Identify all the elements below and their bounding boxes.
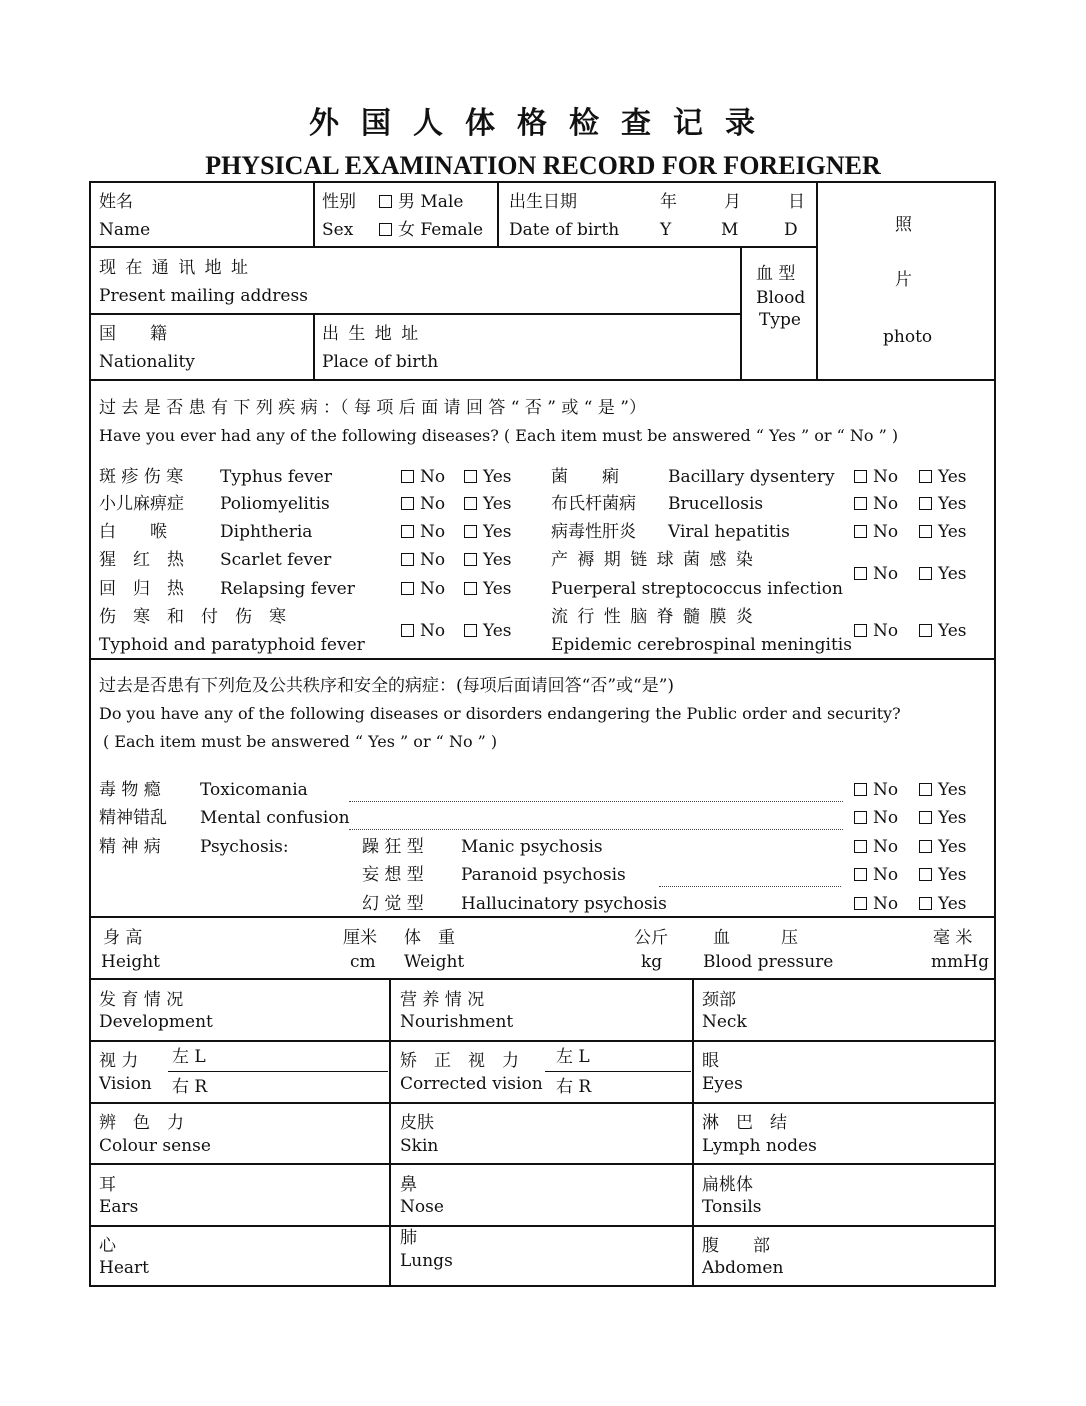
- dob-year-zh: 年: [660, 192, 677, 212]
- disease-right-0-zh: 菌 痢: [551, 467, 619, 487]
- page-title-english: PHYSICAL EXAMINATION RECORD FOR FOREIGNER: [205, 151, 881, 180]
- toxicomania-fill-line[interactable]: [349, 801, 843, 802]
- sex-label-zh: 性别: [322, 192, 356, 212]
- abdomen-label-zh: 腹 部: [702, 1236, 770, 1256]
- checkbox-icon[interactable]: [464, 525, 477, 538]
- nationality-label-zh: 国 籍: [99, 324, 167, 344]
- checkbox-icon[interactable]: [919, 624, 932, 637]
- no-label: No: [420, 494, 446, 514]
- height-unit-en: cm: [350, 952, 376, 972]
- yes-label: Yes: [938, 522, 967, 542]
- corrected-right-label: 右 R: [556, 1077, 592, 1097]
- dob-month-en: M: [721, 220, 739, 240]
- no-label: No: [420, 467, 446, 487]
- colour-sense-label-en: Colour sense: [99, 1136, 211, 1156]
- no-label: No: [873, 522, 899, 542]
- checkbox-icon[interactable]: [854, 868, 867, 881]
- no-label: No: [873, 467, 899, 487]
- checkbox-icon[interactable]: [854, 811, 867, 824]
- dob-day-en: D: [784, 220, 798, 240]
- no-checkbox[interactable]: [854, 621, 898, 641]
- disorders-question-zh: 过去是否患有下列危及公共秩序和安全的病症：(每项后面请回答“否”或“是”): [99, 676, 675, 696]
- weight-label-en: Weight: [404, 952, 465, 972]
- colour-sense-label-zh: 辨 色 力: [99, 1113, 184, 1133]
- no-checkbox[interactable]: [854, 865, 898, 885]
- vision-right-label: 右 R: [172, 1077, 208, 1097]
- yes-label: Yes: [938, 494, 967, 514]
- lungs-label-zh: 肺: [400, 1228, 417, 1248]
- no-label: No: [420, 579, 446, 599]
- checkbox-icon[interactable]: [854, 897, 867, 910]
- disease-left-5-en: Typhoid and paratyphoid fever: [99, 635, 365, 655]
- no-checkbox[interactable]: [854, 522, 898, 542]
- disease-right-2-en: Viral hepatitis: [668, 522, 790, 542]
- checkbox-icon[interactable]: [464, 582, 477, 595]
- checkbox-icon[interactable]: [919, 897, 932, 910]
- checkbox-icon[interactable]: [854, 783, 867, 796]
- no-checkbox[interactable]: [854, 467, 898, 487]
- yes-label: Yes: [483, 550, 512, 570]
- sex-label-en: Sex: [322, 220, 354, 240]
- disease-left-1-en: Poliomyelitis: [220, 494, 330, 514]
- checkbox-icon[interactable]: [854, 525, 867, 538]
- paranoid-label-zh: 妄 想 型: [362, 865, 424, 885]
- checkbox-icon[interactable]: [919, 868, 932, 881]
- checkbox-icon[interactable]: [919, 525, 932, 538]
- photo-label-1: 照: [895, 215, 912, 235]
- yes-checkbox[interactable]: [919, 808, 967, 828]
- yes-label: Yes: [483, 467, 512, 487]
- mental-confusion-label-zh: 精神错乱: [99, 808, 167, 828]
- photo-label-2: 片: [895, 270, 912, 290]
- yes-checkbox[interactable]: [919, 780, 967, 800]
- page-title-chinese: 外国人体格检查记录: [309, 106, 777, 141]
- disease-left-2-en: Diphtheria: [220, 522, 313, 542]
- past-diseases-question-zh: 过 去 是 否 患 有 下 列 疾 病 ：（ 每 项 后 面 请 回 答 “ 否 ” 或 “ 是 ”）: [99, 398, 646, 418]
- disease-right-0-en: Bacillary dysentery: [668, 467, 835, 487]
- yes-checkbox[interactable]: [919, 564, 967, 584]
- yes-label: Yes: [483, 621, 512, 641]
- yes-label: Yes: [483, 579, 512, 599]
- yes-label: Yes: [938, 808, 967, 828]
- blood-pressure-label-zh: 血 压: [713, 928, 798, 948]
- no-label: No: [873, 564, 899, 584]
- yes-label: Yes: [938, 621, 967, 641]
- no-label: No: [873, 621, 899, 641]
- no-checkbox[interactable]: [854, 808, 898, 828]
- disease-left-3-en: Scarlet fever: [220, 550, 332, 570]
- checkbox-icon[interactable]: [854, 840, 867, 853]
- checkbox-icon[interactable]: [401, 624, 414, 637]
- paranoid-fill-line[interactable]: [659, 886, 841, 887]
- yes-checkbox[interactable]: [464, 621, 512, 641]
- dob-year-en: Y: [660, 220, 672, 240]
- yes-checkbox[interactable]: [464, 522, 512, 542]
- checkbox-icon[interactable]: [464, 553, 477, 566]
- neck-label-en: Neck: [702, 1012, 747, 1032]
- birthplace-label-en: Place of birth: [322, 352, 439, 372]
- skin-label-en: Skin: [400, 1136, 439, 1156]
- address-label-en: Present mailing address: [99, 286, 308, 306]
- checkbox-icon[interactable]: [854, 497, 867, 510]
- name-label-en: Name: [99, 220, 151, 240]
- checkbox-icon[interactable]: [854, 470, 867, 483]
- weight-unit-zh: 公斤: [634, 928, 668, 948]
- sex-female-option[interactable]: [379, 220, 483, 240]
- no-checkbox[interactable]: [401, 621, 445, 641]
- disease-right-3-en: Puerperal streptococcus infection: [551, 579, 843, 599]
- disease-left-5-zh: 伤 寒 和 付 伤 寒: [99, 607, 286, 627]
- disease-left-4-zh: 回 归 热: [99, 579, 184, 599]
- yes-checkbox[interactable]: [464, 467, 512, 487]
- eyes-label-zh: 眼: [702, 1051, 719, 1071]
- checkbox-icon[interactable]: [401, 470, 414, 483]
- blood-pressure-label-en: Blood pressure: [703, 952, 834, 972]
- disorders-question-en2: ( Each item must be answered “ Yes ” or “ No ” ): [103, 732, 498, 751]
- nose-label-zh: 鼻: [400, 1175, 417, 1195]
- tonsils-label-en: Tonsils: [702, 1197, 762, 1217]
- yes-checkbox[interactable]: [919, 522, 967, 542]
- no-label: No: [420, 522, 446, 542]
- manic-label-en: Manic psychosis: [461, 837, 603, 857]
- no-checkbox[interactable]: [854, 837, 898, 857]
- hallucinatory-label-en: Hallucinatory psychosis: [461, 894, 667, 914]
- no-label: No: [420, 621, 446, 641]
- disease-right-1-zh: 布氏杆菌病: [551, 494, 636, 514]
- yes-checkbox[interactable]: [919, 865, 967, 885]
- development-label-en: Development: [99, 1012, 213, 1032]
- no-label: No: [420, 550, 446, 570]
- disease-left-0-zh: 斑 疹 伤 寒: [99, 467, 184, 487]
- checkbox-icon[interactable]: [379, 195, 392, 208]
- past-diseases-question-en: Have you ever had any of the following diseases? ( Each item must be answered “ Yes ” or “ No ” ): [99, 426, 899, 445]
- ears-label-en: Ears: [99, 1197, 139, 1217]
- yes-checkbox[interactable]: [919, 494, 967, 514]
- blood-pressure-unit-zh: 毫 米: [933, 928, 973, 948]
- disease-left-2-zh: 白 喉: [99, 522, 167, 542]
- yes-checkbox[interactable]: [464, 550, 512, 570]
- lymph-nodes-label-en: Lymph nodes: [702, 1136, 817, 1156]
- checkbox-icon[interactable]: [464, 624, 477, 637]
- vision-label-en: Vision: [99, 1074, 152, 1094]
- height-unit-zh: 厘米: [343, 928, 377, 948]
- vision-label-zh: 视 力: [99, 1051, 139, 1071]
- weight-label-zh: 体 重: [404, 928, 455, 948]
- address-label-zh: 现 在 通 讯 地 址: [99, 258, 251, 278]
- no-checkbox[interactable]: [854, 494, 898, 514]
- no-label: No: [873, 837, 899, 857]
- yes-label: Yes: [938, 865, 967, 885]
- checkbox-icon[interactable]: [401, 582, 414, 595]
- yes-checkbox[interactable]: [464, 579, 512, 599]
- disease-right-4-zh: 流 行 性 脑 脊 髓 膜 炎: [551, 607, 755, 627]
- disease-right-4-en: Epidemic cerebrospinal meningitis: [551, 635, 852, 655]
- weight-unit-en: kg: [641, 952, 663, 972]
- hallucinatory-label-zh: 幻 觉 型: [362, 894, 424, 914]
- blood-pressure-unit-en: mmHg: [931, 952, 989, 972]
- corrected-vision-label-zh: 矫 正 视 力: [400, 1051, 519, 1071]
- name-label-zh: 姓名: [99, 192, 133, 212]
- disorders-question-en: Do you have any of the following diseases or disorders endangering the Public order and security?: [99, 704, 901, 723]
- no-label: No: [873, 780, 899, 800]
- no-checkbox[interactable]: [854, 564, 898, 584]
- yes-checkbox[interactable]: [919, 621, 967, 641]
- ears-label-zh: 耳: [99, 1175, 116, 1195]
- nose-label-en: Nose: [400, 1197, 444, 1217]
- psychosis-label-en: Psychosis:: [200, 837, 289, 857]
- yes-checkbox[interactable]: [464, 494, 512, 514]
- yes-label: Yes: [938, 780, 967, 800]
- lungs-label-en: Lungs: [400, 1251, 453, 1271]
- no-checkbox[interactable]: [854, 894, 898, 914]
- no-checkbox[interactable]: [401, 579, 445, 599]
- dob-month-zh: 月: [724, 192, 741, 212]
- checkbox-icon[interactable]: [401, 553, 414, 566]
- yes-label: Yes: [938, 894, 967, 914]
- disease-right-1-en: Brucellosis: [668, 494, 764, 514]
- blood-type-label-en1: Blood: [756, 288, 806, 308]
- photo-label-en: photo: [883, 327, 933, 347]
- checkbox-icon[interactable]: [919, 840, 932, 853]
- checkbox-icon[interactable]: [401, 497, 414, 510]
- neck-label-zh: 颈部: [702, 990, 736, 1010]
- checkbox-icon[interactable]: [464, 470, 477, 483]
- sex-female-label: 女 Female: [398, 220, 484, 240]
- toxicomania-label-zh: 毒 物 瘾: [99, 780, 161, 800]
- dob-label-zh: 出生日期: [509, 192, 577, 212]
- no-checkbox[interactable]: [854, 780, 898, 800]
- corrected-left-label: 左 L: [556, 1047, 590, 1067]
- yes-checkbox[interactable]: [919, 467, 967, 487]
- checkbox-icon[interactable]: [919, 497, 932, 510]
- eyes-label-en: Eyes: [702, 1074, 743, 1094]
- blood-type-label-zh: 血 型: [756, 264, 796, 284]
- no-checkbox[interactable]: [401, 467, 445, 487]
- paranoid-label-en: Paranoid psychosis: [461, 865, 626, 885]
- disease-left-3-zh: 猩 红 热: [99, 550, 184, 570]
- height-label-en: Height: [101, 952, 160, 972]
- psychosis-label-zh: 精 神 病: [99, 837, 161, 857]
- nationality-label-en: Nationality: [99, 352, 195, 372]
- yes-label: Yes: [483, 522, 512, 542]
- checkbox-icon[interactable]: [854, 624, 867, 637]
- heart-label-zh: 心: [99, 1236, 116, 1256]
- disease-left-4-en: Relapsing fever: [220, 579, 355, 599]
- skin-label-zh: 皮肤: [400, 1113, 434, 1133]
- sex-male-label: 男 Male: [398, 192, 464, 212]
- nourishment-label-zh: 营 养 情 况: [400, 990, 485, 1010]
- yes-checkbox[interactable]: [919, 837, 967, 857]
- no-checkbox[interactable]: [401, 550, 445, 570]
- nourishment-label-en: Nourishment: [400, 1012, 514, 1032]
- corrected-vision-label-en: Corrected vision: [400, 1074, 543, 1094]
- disease-right-2-zh: 病毒性肝炎: [551, 522, 636, 542]
- no-label: No: [873, 808, 899, 828]
- yes-label: Yes: [483, 494, 512, 514]
- disease-left-1-zh: 小儿麻痹症: [99, 494, 184, 514]
- abdomen-label-en: Abdomen: [702, 1258, 784, 1278]
- disease-right-3-zh: 产 褥 期 链 球 菌 感 染: [551, 550, 755, 570]
- toxicomania-label-en: Toxicomania: [200, 780, 308, 800]
- checkbox-icon[interactable]: [464, 497, 477, 510]
- yes-label: Yes: [938, 564, 967, 584]
- disease-left-0-en: Typhus fever: [220, 467, 332, 487]
- no-label: No: [873, 865, 899, 885]
- heart-label-en: Heart: [99, 1258, 149, 1278]
- development-label-zh: 发 育 情 况: [99, 990, 184, 1010]
- yes-checkbox[interactable]: [919, 894, 967, 914]
- checkbox-icon[interactable]: [854, 567, 867, 580]
- height-label-zh: 身 高: [103, 928, 143, 948]
- mental-confusion-label-en: Mental confusion: [200, 808, 350, 828]
- checkbox-icon[interactable]: [919, 470, 932, 483]
- lymph-nodes-label-zh: 淋 巴 结: [702, 1113, 787, 1133]
- checkbox-icon[interactable]: [919, 783, 932, 796]
- checkbox-icon[interactable]: [401, 525, 414, 538]
- no-label: No: [873, 494, 899, 514]
- no-checkbox[interactable]: [401, 522, 445, 542]
- mental-confusion-fill-line[interactable]: [349, 829, 843, 830]
- checkbox-icon[interactable]: [919, 567, 932, 580]
- birthplace-label-zh: 出 生 地 址: [322, 324, 421, 344]
- no-checkbox[interactable]: [401, 494, 445, 514]
- yes-label: Yes: [938, 837, 967, 857]
- yes-label: Yes: [938, 467, 967, 487]
- manic-label-zh: 躁 狂 型: [362, 837, 424, 857]
- blood-type-label-en2: Type: [759, 310, 801, 330]
- dob-label-en: Date of birth: [509, 220, 620, 240]
- vision-left-label: 左 L: [172, 1047, 206, 1067]
- sex-male-option[interactable]: [379, 192, 463, 212]
- dob-day-zh: 日: [788, 192, 805, 212]
- no-label: No: [873, 894, 899, 914]
- tonsils-label-zh: 扁桃体: [702, 1175, 753, 1195]
- checkbox-icon[interactable]: [379, 223, 392, 236]
- checkbox-icon[interactable]: [919, 811, 932, 824]
